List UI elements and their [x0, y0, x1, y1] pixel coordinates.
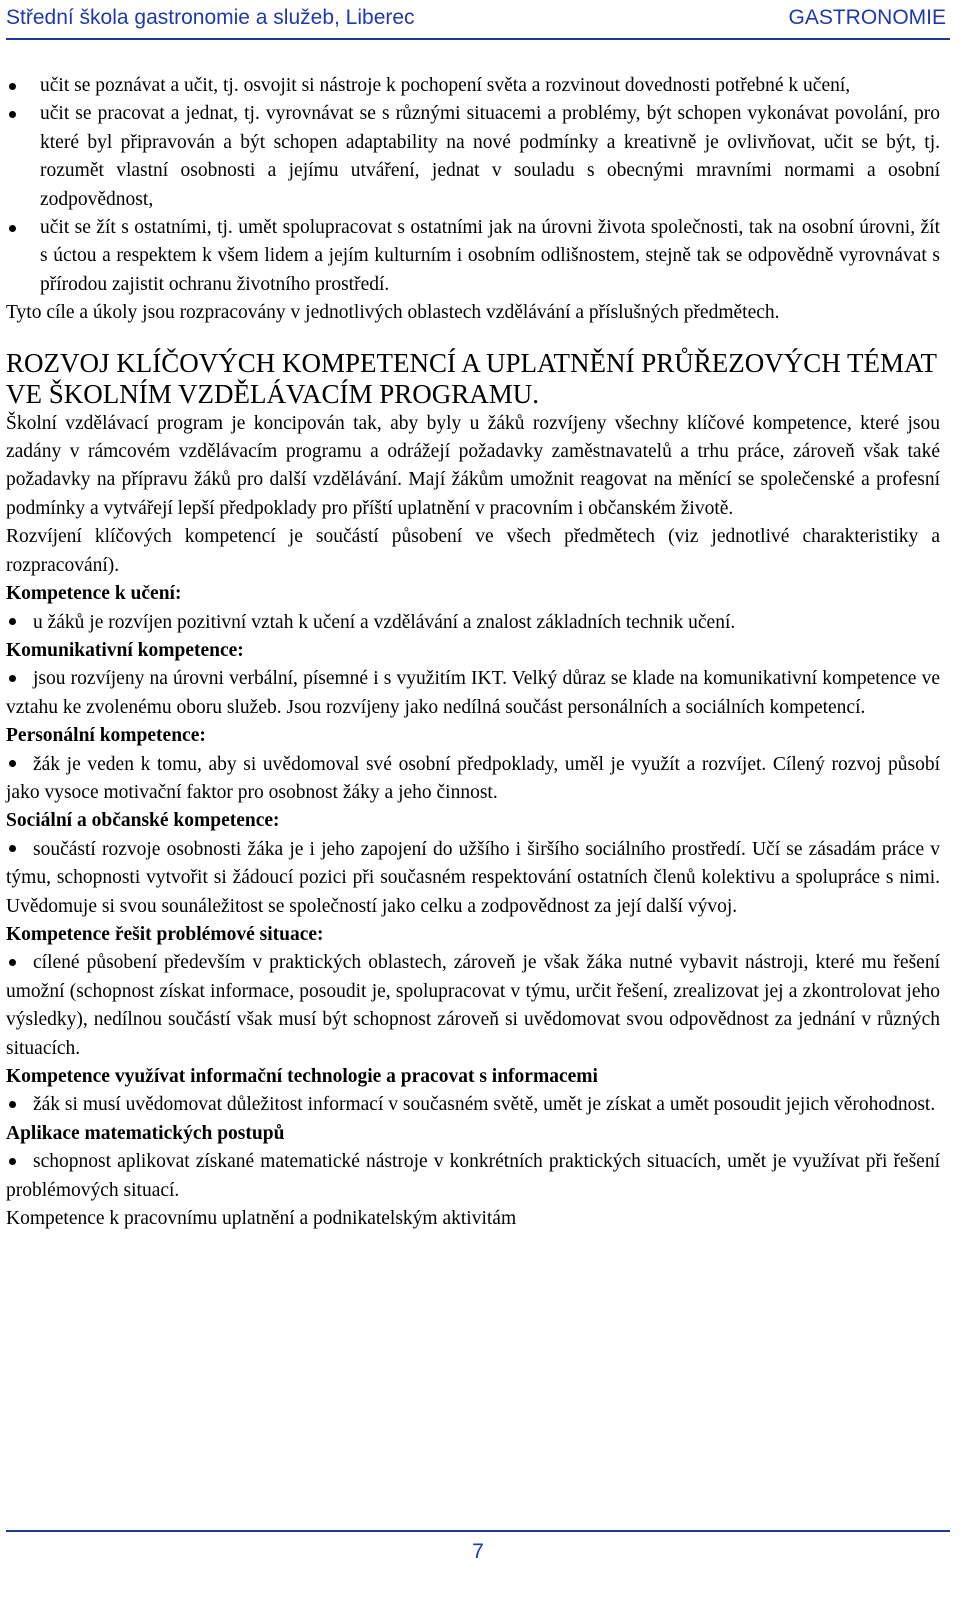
bullet-icon: [9, 1158, 16, 1165]
list-item: [6, 1148, 940, 1205]
list-item: učit se poznávat a učit, tj. osvojit si nástroje k pochopení světa a rozvinout dovednosti potřebné k učení,: [6, 72, 940, 100]
bullet-icon: [9, 760, 16, 767]
page-footer: [6, 1530, 950, 1563]
competence-heading: Kompetence řešit problémové situace:: [6, 923, 324, 945]
intro-paragraph: Školní vzdělávací program je koncipován tak, aby byly u žáků rozvíjeny všechny klíčové kompetence, které jsou zadány v rámcovém vzdělávacím programu a odrážejí požadavky zaměstnavatelů a trhu práce, zároveň však také požadavky na přípravu žáků pro další vzdělávání. Mají žákům umožnit reagovat na měnící se společenské a profesní podmínky a vytvářejí lepší předpoklady pro příští uplatnění v pracovním i občanském životě.: [6, 412, 940, 519]
last-line: Kompetence k pracovnímu uplatnění a podnikatelským aktivitám: [6, 1208, 517, 1230]
competence-text: u žáků je rozvíjen pozitivní vztah k učení a vzdělávání a znalost základních technik učení.: [33, 611, 736, 633]
school-name: Střední škola gastronomie a služeb, Liberec: [6, 6, 415, 29]
competence-list: [6, 949, 940, 1063]
bullet-icon: [9, 618, 16, 625]
competence-text: součástí rozvoje osobnosti žáka je i jeho zapojení do užšího i širšího sociálního prostředí. Učí se zásadám práce v týmu, schopnosti vytvořit si žádoucí pozici při současném respektování ostatních členů kolektivu a spolupráce s nimi. Uvědomuje si svou sounáležitost se společností jako celku a zodpovědnost za její další vývoj.: [6, 838, 940, 917]
intro-paragraph: Rozvíjení klíčových kompetencí je součástí působení ve všech předmětech (viz jednotlivé charakteristiky a rozpracování).: [6, 526, 940, 576]
competence-heading: Komunikativní kompetence:: [6, 639, 244, 661]
section-heading: ROZVOJ KLÍČOVÝCH KOMPETENCÍ A UPLATNĚNÍ PRŮŘEZOVÝCH TÉMAT VE ŠKOLNÍM VZDĚLÁVACÍM PROGRAMU.: [6, 347, 937, 409]
list-item: [6, 836, 940, 921]
competence-text: jsou rozvíjeny na úrovni verbální, písemné i s využitím IKT. Velký důraz se klade na komunikativní kompetence ve vztahu ke zvolenému oboru služeb. Jsou rozvíjeny jako nedílná součást personálních a sociálních kompetencí.: [6, 668, 940, 718]
bullet-icon: [9, 675, 16, 682]
list-item: [6, 665, 940, 722]
bullet-icon: [9, 959, 16, 966]
goals-list: [6, 72, 940, 299]
competence-list: [6, 1091, 940, 1119]
competence-list: [6, 836, 940, 921]
competence-heading: Sociální a občanské kompetence:: [6, 810, 280, 832]
competence-list: [6, 751, 940, 808]
competence-text: schopnost aplikovat získané matematické nástroje v konkrétních praktických situacích, umět je využívat při řešení problémových situací.: [6, 1151, 940, 1201]
page-number: 7: [472, 1540, 484, 1563]
competence-heading: Aplikace matematických postupů: [6, 1122, 285, 1144]
list-item: učit se žít s ostatními, tj. umět spolupracovat s ostatními jak na úrovni života společnosti, tak na osobní úrovni, žít s úctou a respektem k všem lidem a jejím kulturním i osobním odlišnostem, stejně tak se odpovědně vyrovnávat s přírodou zajistit ochranu životního prostředí.: [6, 214, 940, 299]
competence-heading: Personální kompetence:: [6, 725, 206, 747]
competence-list: [6, 609, 940, 637]
bullet-icon: [9, 845, 16, 852]
list-item: [6, 949, 940, 1063]
bullet-icon: [9, 1101, 16, 1108]
list-item: [6, 751, 940, 808]
competence-text: žák si musí uvědomovat důležitost informací v současném světě, umět je získat a umět posoudit jejich věrohodnost.: [33, 1094, 936, 1116]
page-header: [6, 0, 950, 40]
field-name: GASTRONOMIE: [788, 6, 946, 29]
goals-closing: Tyto cíle a úkoly jsou rozpracovány v jednotlivých oblastech vzdělávání a příslušných předmětech.: [6, 302, 780, 324]
competence-text: cílené působení především v praktických oblastech, zároveň je však žáka nutné vybavit nástroji, které mu řešení umožní (schopnost získat informace, posoudit je, spolupracovat v týmu, určit řešení, zrealizovat jej a zkontrolovat jeho výsledky), nedílnou součástí však musí být schopnost zároveň si uvědomovat svou odpovědnost za jednání v různých situacích.: [6, 952, 940, 1059]
list-item: [6, 609, 940, 637]
competence-list: [6, 665, 940, 722]
competence-list: [6, 1148, 940, 1205]
competence-heading: Kompetence využívat informační technologie a pracovat s informacemi: [6, 1066, 598, 1087]
competence-heading: Kompetence k učení:: [6, 583, 182, 605]
page-content: [6, 72, 940, 1233]
competence-text: žák je veden k tomu, aby si uvědomoval své osobní předpoklady, uměl je využít a rozvíjet. Cílený rozvoj působí jako vysoce motivační faktor pro osobnost žáky a jeho činnost.: [6, 753, 940, 803]
list-item: učit se pracovat a jednat, tj. vyrovnávat se s různými situacemi a problémy, být schopen vykonávat povolání, pro které byl připravován a být schopen adaptability na nové podmínky a kreativně je ovlivňovat, učit se být, tj. rozumět vlastní osobnosti a jejímu utváření, jednat v souladu s obecnými mravními normami a osobní zodpovědnost,: [6, 100, 940, 214]
list-item: [6, 1091, 940, 1119]
